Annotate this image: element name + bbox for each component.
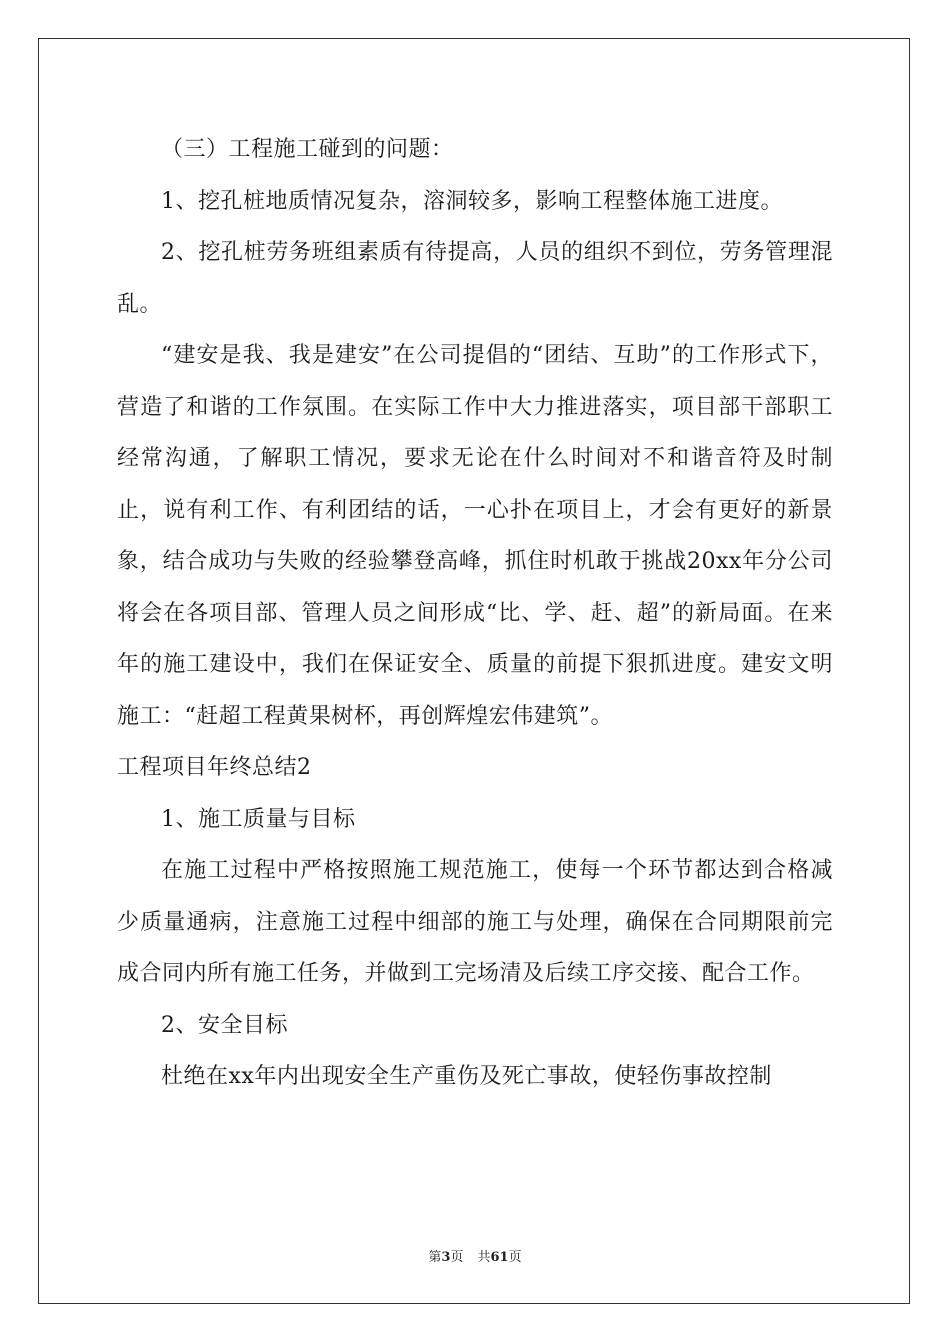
footer-total-prefix: 共 xyxy=(477,1250,491,1265)
paragraph-safety-heading: 2、安全目标 xyxy=(161,1012,288,1038)
footer-page-prefix: 第 xyxy=(428,1250,442,1265)
footer-page-suffix: 页 xyxy=(450,1250,464,1265)
paragraph-quality-heading: 1、施工质量与目标 xyxy=(161,806,356,832)
paragraph-section-heading: （三）工程施工碰到的问题： xyxy=(161,137,454,162)
paragraph-quality-body: 在施工过程中严格按照施工规范施工，使每一个环节都达到合格减少质量通病，注意施工过程中细部的施工与处理，确保在合同期限前完成合同内所有施工任务，并做到工完场清及后续工序交接、配合工作。 xyxy=(117,858,833,986)
document-body xyxy=(117,124,833,1103)
page-footer xyxy=(0,1246,950,1265)
footer-total-suffix: 页 xyxy=(508,1250,522,1265)
footer-page-number: 3 xyxy=(441,1250,451,1265)
paragraph-item-1: 1、挖孔桩地质情况复杂，溶洞较多，影响工程整体施工进度。 xyxy=(161,188,783,214)
footer-total-pages: 61 xyxy=(490,1250,509,1265)
paragraph-item-2: 2、挖孔桩劳务班组素质有待提高，人员的组织不到位，劳务管理混乱。 xyxy=(117,240,833,317)
paragraph-safety-body: 杜绝在xx年内出现安全生产重伤及死亡事故，使轻伤事故控制 xyxy=(161,1064,772,1089)
paragraph-body: “建安是我、我是建安”在公司提倡的“团结、互助”的工作形式下，营造了和谐的工作氛围。在实际工作中大力推进落实，项目部干部职工经常沟通，了解职工情况，要求无论在什么时间对不和谐音符及时制止，说有利工作、有利团结的话，一心扑在项目上，才会有更好的新景象，结合成功与失败的经验攀登高峰，抓住时机敢于挑战20xx年分公司将会在各项目部、管理人员之间形成“比、学、赶、超”的新局面。在来年的施工建设中，我们在保证安全、质量的前提下狠抓进度。建安文明施工：“赶超工程黄果树杯，再创辉煌宏伟建筑”。 xyxy=(117,343,833,729)
paragraph-title: 工程项目年终总结2 xyxy=(117,755,312,780)
